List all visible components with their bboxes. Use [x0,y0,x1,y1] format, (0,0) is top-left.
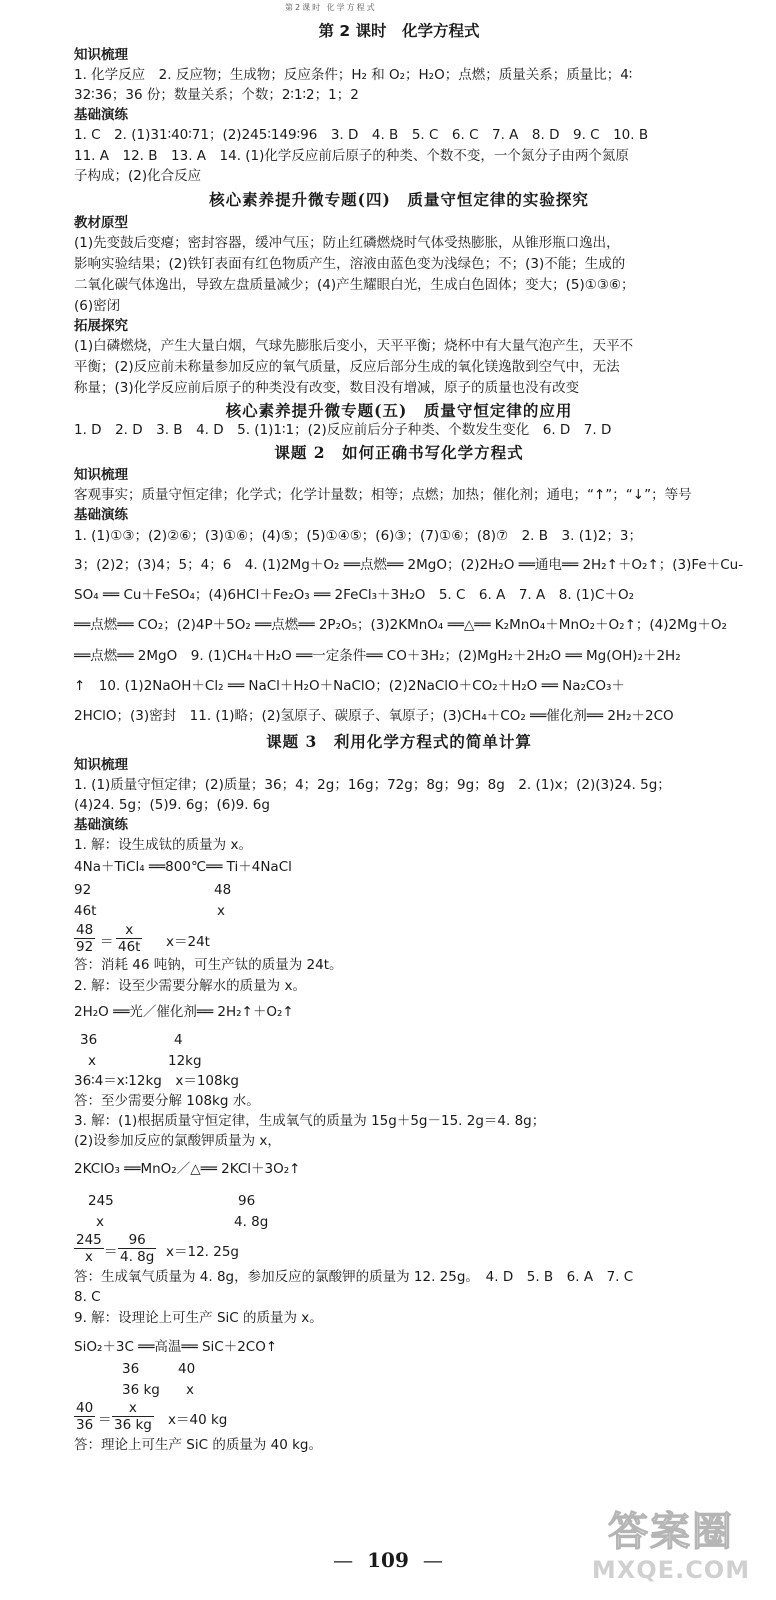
ratio-value: 36 kg [122,1382,160,1398]
text-line: 3；(2)2；(3)4；5；4；6 4. (1)2Mg＋O₂ ══点燃══ 2MgO；(2)2H₂O ══通电══ 2H₂↑＋O₂↑；(3)Fe＋Cu- [74,557,744,573]
ratio-value: 40 [178,1361,196,1377]
subheading: 教材原型 [74,215,128,231]
fraction-numerator: 48 [76,922,94,938]
text-line: ↑ 10. (1)2NaOH＋Cl₂ ══ NaCl＋H₂O＋NaClO；(2)2NaClO＋CO₂＋H₂O ══ Na₂CO₃＋ [74,678,625,694]
text-line: 平衡；(2)反应前未称量参加反应的氧气质量，反应后部分生成的氧化镁逸散到空气中，无法 [74,359,620,375]
text-line: 1. 化学反应 2. 反应物；生成物；反应条件；H₂ 和 O₂；H₂O；点燃；质量关系；质量比；4∶ [74,67,633,83]
fraction [112,1400,154,1433]
text-line: (1)白磷燃烧，产生大量白烟，气球先膨胀后变小，天平平衡；烧杯中有大量气泡产生，天平不 [74,338,634,354]
ratio-value: 36 [80,1032,98,1048]
fraction-denominator: 46t [118,939,141,955]
fraction-denominator: x [84,1249,93,1265]
text-line: 2. 解：设至少需要分解水的质量为 x。 [74,978,306,994]
footer-dash: — [333,1548,354,1572]
ratio-value: 46t [74,903,97,919]
watermark-text: 答案圈 [608,1509,734,1555]
ratio-value: 92 [74,882,92,898]
answer-line: 答：消耗 46 吨钠，可生产钛的质量为 24t。 [74,957,343,973]
section-title: 核心素养提升微专题(五) 质量守恒定律的应用 [225,401,573,420]
fraction-numerator: 96 [118,1232,156,1249]
equals-sign: ＝ [104,1244,118,1260]
result: 36∶4＝x∶12kg x＝108kg [74,1073,239,1089]
footer-dash: — [422,1548,443,1572]
section-title: 课题 2 如何正确书写化学方程式 [274,443,524,462]
section-title: 课题 3 利用化学方程式的简单计算 [266,732,532,751]
subheading: 知识梳理 [74,47,128,63]
equation: SiO₂＋3C ══高温══ SiC＋2CO↑ [74,1339,278,1355]
text-line: 1. D 2. D 3. B 4. D 5. (1)1∶1；(2)反应前后分子种类、个数发生变化 6. D 7. D [74,422,612,438]
watermark-url: MXQE.COM [591,1556,751,1584]
subheading: 基础演练 [74,507,128,523]
answer-line: 答：理论上可生产 SiC 的质量为 40 kg。 [74,1437,322,1453]
text-line: 客观事实；质量守恒定律；化学式；化学计量数；相等；点燃；加热；催化剂；通电；“↑”；“↓”；等号 [74,487,692,503]
text-line: ══点燃══ CO₂；(2)4P＋5O₂ ══点燃══ 2P₂O₅；(3)2KMnO₄ ══△══ K₂MnO₄＋MnO₂＋O₂↑；(4)2Mg＋O₂ [74,617,727,633]
text-line: (2)设参加反应的氯酸钾质量为 x， [74,1133,281,1149]
subheading: 基础演练 [74,107,128,123]
text-line: 32∶36；36 份；数量关系；个数；2∶1∶2；1；2 [74,87,359,103]
fraction-numerator: 40 [76,1400,94,1416]
section-title: 核心素养提升微专题(四) 质量守恒定律的实验探究 [209,190,589,209]
answer-line: 答：至少需要分解 108kg 水。 [74,1093,260,1109]
fraction-numerator: x [116,922,142,939]
ratio-value: 96 [238,1193,256,1209]
equals-sign: ＝ [100,934,114,950]
fraction [116,922,142,955]
result: x＝12. 25g [166,1244,239,1260]
subheading: 知识梳理 [74,757,128,773]
section-title: 第 2 课时 化学方程式 [318,22,480,40]
fraction [74,922,95,955]
text-line: 影响实验结果；(2)铁钉表面有红色物质产生，溶液由蓝色变为浅绿色；不；(3)不能；生成的 [74,256,626,272]
fraction-denominator: 36 [76,1417,94,1433]
ratio-value: 245 [88,1193,114,1209]
answer-line: 8. C [74,1289,101,1305]
ratio-value: 48 [214,882,232,898]
fraction [74,1232,104,1265]
text-line: 子构成；(2)化合反应 [74,168,202,184]
fraction [74,1400,95,1433]
text-line: 11. A 12. B 13. A 14. (1)化学反应前后原子的种类、个数不变，一个氮分子由两个氮原 [74,148,629,164]
text-line: 3. 解：(1)根据质量守恒定律，生成氧气的质量为 15g＋5g－15. 2g＝4. 8g； [74,1113,546,1129]
text-line: SO₄ ══ Cu＋FeSO₄；(4)6HCl＋Fe₂O₃ ══ 2FeCl₃＋3H₂O 5. C 6. A 7. A 8. (1)C＋O₂ [74,587,634,603]
equation: 2H₂O ══光／催化剂══ 2H₂↑＋O₂↑ [74,1004,294,1020]
fraction-denominator: 4. 8g [120,1249,155,1265]
ratio-value: 4. 8g [234,1214,269,1230]
text-line: (4)24. 5g；(5)9. 6g；(6)9. 6g [74,797,270,813]
text-line: 9. 解：设理论上可生产 SiC 的质量为 x。 [74,1310,323,1326]
ratio-value: x [217,903,225,919]
equation: 2KClO₃ ══MnO₂／△══ 2KCl＋3O₂↑ [74,1161,301,1177]
text-line: (6)密闭 [74,298,121,314]
subheading: 基础演练 [74,817,128,833]
result: x＝24t [166,934,210,950]
text-line: 1. (1)①③；(2)②⑥；(3)①⑥；(4)⑤；(5)①④⑤；(6)③；(7)①⑥；(8)⑦ 2. B 3. (1)2；3； [74,528,642,544]
ratio-value: x [88,1053,96,1069]
subheading: 拓展探究 [74,318,128,334]
header-mark: 第2课时 化学方程式 [285,3,377,12]
ratio-value: 4 [174,1032,183,1048]
text-line: ══点燃══ 2MgO 9. (1)CH₄＋H₂O ══一定条件══ CO＋3H₂；(2)MgH₂＋2H₂O ══ Mg(OH)₂＋2H₂ [74,648,681,664]
text-line: 1. 解：设生成钛的质量为 x。 [74,837,252,853]
result: x＝40 kg [168,1412,228,1428]
ratio-value: 36 [122,1361,140,1377]
ratio-value: x [96,1214,104,1230]
equation: 4Na＋TiCl₄ ══800℃══ Ti＋4NaCl [74,859,292,875]
text-line: (1)先变鼓后变瘪；密封容器，缓冲气压；防止红磷燃烧时气体受热膨胀，从锥形瓶口逸出， [74,235,620,251]
answer-line: 答：生成氧气质量为 4. 8g，参加反应的氯酸钾的质量为 12. 25g。 4. D 5. B 6. A 7. C [74,1269,634,1285]
text-line: 1. C 2. (1)31∶40∶71；(2)245∶149∶96 3. D 4. B 5. C 6. C 7. A 8. D 9. C 10. B [74,127,649,143]
page-number: 109 [367,1548,409,1572]
watermark-logo [586,1508,756,1594]
text-line: 二氧化碳气体逸出，导致左盘质量减少；(4)产生耀眼白光，生成白色固体；变大；(5)①③⑥； [74,277,635,293]
fraction [118,1232,156,1265]
text-line: 称量；(3)化学反应前后原子的种类没有改变，数目没有增减，原子的质量也没有改变 [74,380,580,396]
text-line: 1. (1)质量守恒定律；(2)质量；36；4；2g；16g；72g；8g；9g；8g 2. (1)x；(2)(3)24. 5g； [74,777,671,793]
fraction-numerator: x [112,1400,154,1417]
ratio-value: x [186,1382,194,1398]
ratio-value: 12kg [168,1053,202,1069]
fraction-numerator: 245 [76,1232,102,1248]
fraction-denominator: 36 kg [114,1417,152,1433]
subheading: 知识梳理 [74,467,128,483]
fraction-denominator: 92 [76,939,94,955]
equals-sign: ＝ [98,1412,112,1428]
text-line: 2HClO；(3)密封 11. (1)略；(2)氢原子、碳原子、氧原子；(3)CH₄＋CO₂ ══催化剂══ 2H₂＋2CO [74,708,674,724]
